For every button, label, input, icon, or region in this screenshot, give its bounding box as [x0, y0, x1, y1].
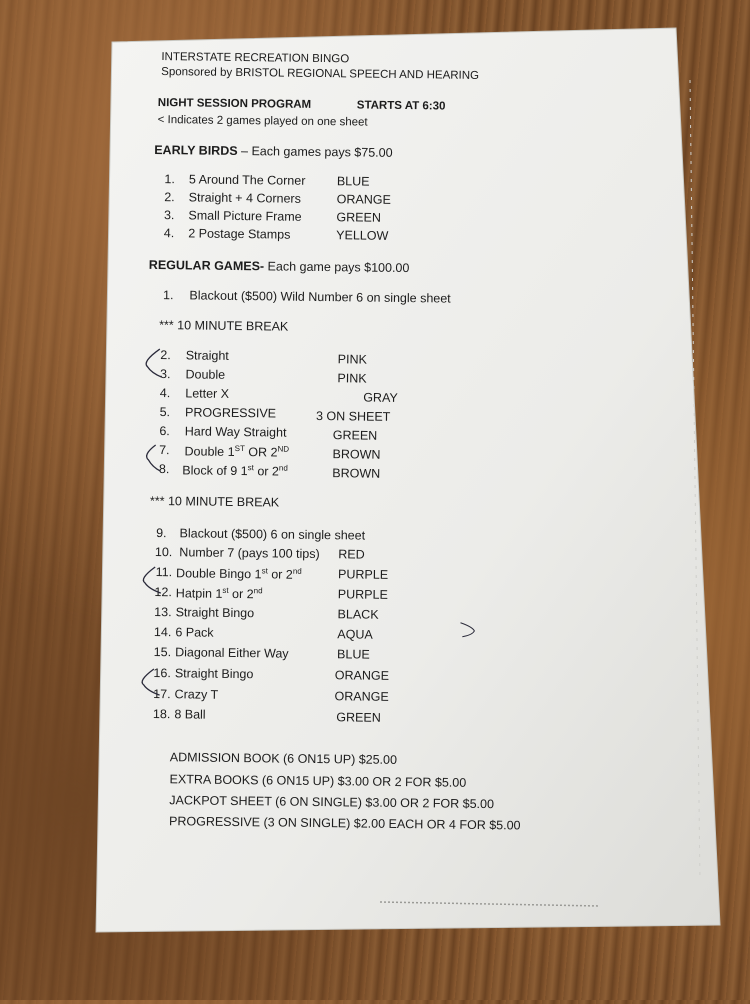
pair-bracket-mark: [143, 567, 161, 593]
early-birds-title: EARLY BIRDS: [154, 142, 238, 158]
game-color: YELLOW: [336, 228, 389, 243]
game-color: ORANGE: [336, 192, 391, 207]
break-label: *** 10 MINUTE BREAK: [149, 493, 280, 510]
game-name: PROGRESSIVE: [184, 405, 277, 421]
price-line: ADMISSION BOOK (6 ON15 UP) $25.00: [169, 750, 398, 767]
game-number: 15.: [153, 645, 172, 660]
game-name: Small Picture Frame: [188, 208, 302, 224]
game-color: BLUE: [337, 647, 370, 662]
session-title: NIGHT SESSION PROGRAM: [157, 97, 312, 111]
game-name: Hatpin 1st or 2nd: [175, 585, 263, 602]
price-line: EXTRA BOOKS (6 ON15 UP) $3.00 OR 2 FOR $5.00: [169, 772, 467, 790]
game-number: 1.: [164, 172, 175, 187]
game-number: 2.: [164, 190, 175, 205]
stray-mark: [460, 623, 474, 637]
game-number: 8.: [158, 462, 170, 477]
game-name: Straight Bingo: [175, 605, 255, 621]
game-number: 17.: [153, 687, 171, 702]
game-number: 4.: [159, 386, 171, 401]
game-number: 1.: [162, 288, 174, 303]
sponsor-line: Sponsored by BRISTOL REGIONAL SPEECH AND HEARING: [161, 66, 480, 82]
sheet-note: < Indicates 2 games played on one sheet: [157, 114, 368, 129]
game-name: Diagonal Either Way: [175, 645, 289, 661]
game-name: Double Bingo 1st or 2nd: [176, 566, 302, 582]
game-name: Straight Bingo: [174, 666, 254, 682]
game-color: 3 ON SHEET: [315, 408, 391, 424]
price-line: JACKPOT SHEET (6 ON SINGLE) $3.00 OR 2 FOR $5.00: [169, 793, 495, 812]
game-color: GRAY: [363, 390, 398, 405]
game-color: BROWN: [332, 447, 381, 462]
game-name: 5 Around The Corner: [188, 172, 306, 188]
game-name: Crazy T: [174, 687, 219, 702]
regular-games-pays: Each game pays $100.00: [267, 259, 410, 276]
game-number: 5.: [159, 405, 171, 420]
game-number: 4.: [163, 226, 175, 241]
break-label: *** 10 MINUTE BREAK: [159, 318, 289, 334]
game-number: 2.: [160, 348, 171, 363]
game-color: RED: [338, 547, 365, 562]
game-name: Straight: [185, 348, 229, 363]
pair-bracket-mark: [146, 445, 160, 471]
game-number: 16.: [153, 666, 171, 681]
game-color: ORANGE: [334, 668, 390, 683]
game-number: 3.: [159, 367, 171, 382]
price-line: PROGRESSIVE (3 ON SINGLE) $2.00 EACH OR 4 FOR $5.00: [168, 814, 521, 833]
game-name: 2 Postage Stamps: [188, 226, 291, 242]
game-number: 9.: [156, 526, 167, 541]
game-name: Number 7 (pays 100 tips): [179, 545, 320, 562]
game-color: BLUE: [336, 174, 370, 189]
game-name: Blackout ($500) Wild Number 6 on single sheet: [189, 288, 451, 306]
game-name: Block of 9 1st or 2nd: [182, 463, 288, 479]
game-number: 13.: [154, 605, 172, 620]
game-color: GREEN: [332, 428, 378, 443]
start-time: STARTS AT 6:30: [356, 99, 446, 113]
pair-bracket-mark: [146, 349, 162, 377]
game-number: 12.: [154, 585, 172, 600]
game-number: 6.: [159, 424, 170, 439]
game-number: 10.: [154, 545, 173, 560]
game-color: PURPLE: [338, 567, 389, 582]
game-color: GREEN: [336, 710, 381, 725]
early-birds-pays: – Each games pays $75.00: [241, 144, 393, 160]
game-color: BROWN: [332, 466, 381, 481]
game-color: PURPLE: [337, 587, 388, 602]
game-name: 6 Pack: [175, 625, 214, 640]
game-name: 8 Ball: [174, 707, 206, 722]
game-number: 11.: [155, 565, 173, 580]
game-name: Letter X: [185, 386, 230, 401]
game-name: Straight + 4 Corners: [188, 190, 301, 206]
game-number: 3.: [163, 208, 175, 223]
game-color: PINK: [337, 371, 367, 386]
game-color: GREEN: [336, 210, 381, 225]
game-number: 18.: [152, 706, 171, 722]
program-title: INTERSTATE RECREATION BINGO: [161, 51, 350, 66]
game-color: AQUA: [337, 627, 373, 642]
game-name: Blackout ($500) 6 on single sheet: [179, 526, 366, 543]
game-color: BLACK: [337, 607, 379, 622]
game-name: Double 1ST OR 2ND: [184, 443, 290, 460]
game-number: 14.: [153, 625, 172, 640]
game-name: Hard Way Straight: [184, 424, 287, 440]
regular-games-title: REGULAR GAMES-: [148, 257, 265, 274]
game-color: PINK: [337, 352, 367, 367]
game-name: Double: [185, 367, 226, 382]
pair-bracket-mark: [142, 669, 160, 695]
game-number: 7.: [159, 443, 170, 458]
game-color: ORANGE: [334, 689, 389, 704]
